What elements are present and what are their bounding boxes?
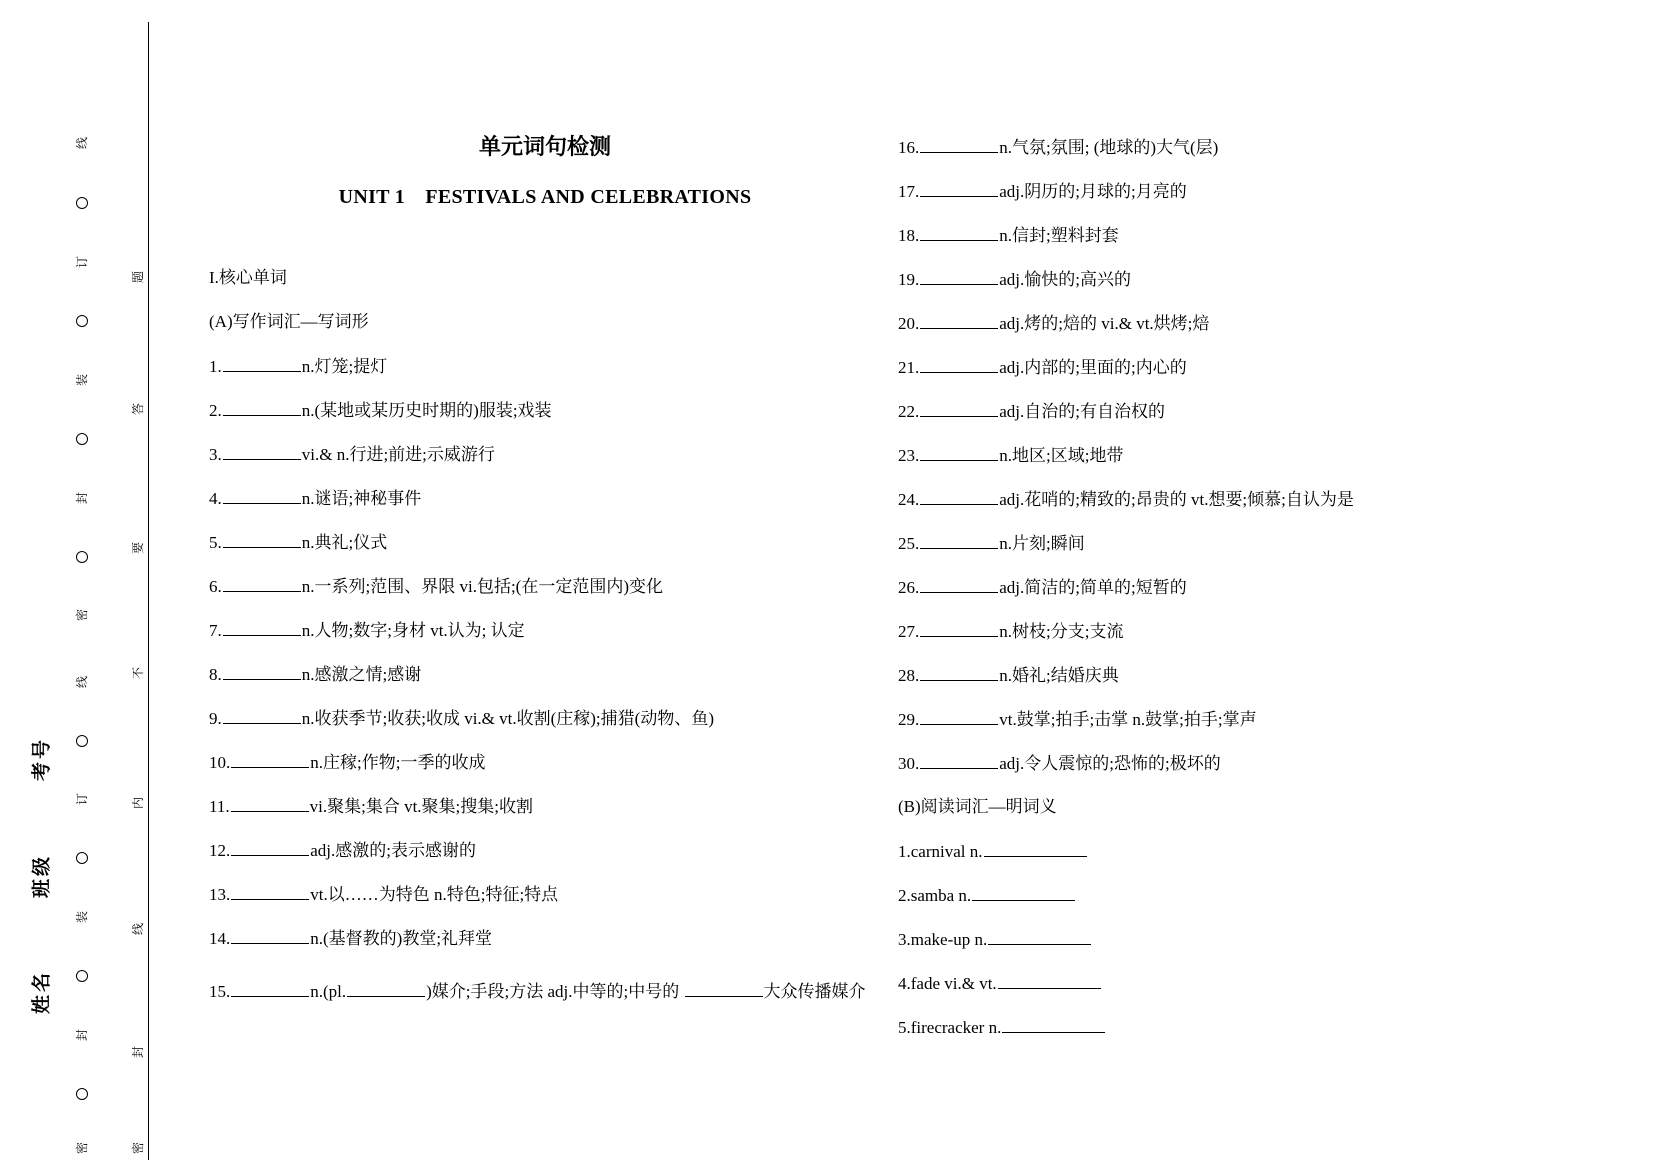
item-definition: adj.花哨的;精致的;昂贵的 vt.想要;倾慕;自认为是 — [999, 490, 1354, 509]
answer-blank[interactable] — [920, 223, 998, 241]
margin-inner-char: 内 — [131, 796, 145, 810]
list-item — [898, 575, 1458, 619]
margin-inner-char: 密 — [131, 1141, 145, 1155]
name-label: 姓名 — [30, 969, 53, 1015]
answer-blank[interactable] — [231, 750, 309, 768]
item-number: 7. — [209, 621, 222, 640]
answer-blank[interactable] — [920, 443, 998, 461]
list-item — [209, 486, 881, 530]
list-item — [898, 707, 1458, 751]
item-definition: n.地区;区域;地带 — [999, 446, 1124, 465]
answer-blank[interactable] — [920, 311, 998, 329]
item-definition: adj.令人震惊的;恐怖的;极坏的 — [999, 754, 1221, 773]
margin-circle — [76, 852, 88, 864]
list-item — [209, 574, 881, 618]
item-number: 26. — [898, 578, 920, 597]
item-number: 20. — [898, 314, 920, 333]
item-definition: n.收获季节;收获;收成 vi.& vt.收割(庄稼);捕猎(动物、鱼) — [301, 709, 714, 728]
margin-circle — [76, 735, 88, 747]
margin-inner-char: 不 — [131, 666, 145, 680]
item-number: 22. — [898, 402, 920, 421]
item-definition: adj.内部的;里面的;内心的 — [999, 358, 1187, 377]
answer-blank[interactable] — [920, 399, 998, 417]
part-b-heading: (B)阅读词汇—明词义 — [898, 797, 1057, 816]
answer-blank[interactable] — [223, 442, 301, 460]
item-number: 29. — [898, 710, 920, 729]
list-item — [898, 663, 1458, 707]
item-number: 8. — [209, 665, 222, 684]
margin-outer-char: 密 — [75, 608, 89, 622]
item-definition: n.典礼;仪式 — [301, 533, 388, 552]
margin-inner-char: 线 — [131, 922, 145, 936]
answer-blank[interactable] — [920, 707, 998, 725]
answer-blank[interactable] — [920, 179, 998, 197]
margin-circle — [76, 1088, 88, 1100]
list-item — [209, 926, 881, 970]
item-definition: adj.阴历的;月球的;月亮的 — [999, 182, 1187, 201]
item-number: 9. — [209, 709, 222, 728]
list-item — [898, 927, 1458, 971]
list-item — [898, 311, 1458, 355]
item-number: 2. — [209, 401, 222, 420]
answer-blank[interactable] — [223, 618, 301, 636]
exam-number-label: 考号 — [30, 736, 53, 782]
list-item — [209, 706, 881, 750]
margin-circle — [76, 551, 88, 563]
margin-inner-char: 题 — [131, 270, 145, 284]
answer-blank[interactable] — [972, 883, 1075, 901]
item-definition: n.谜语;神秘事件 — [301, 489, 422, 508]
answer-blank[interactable] — [685, 979, 763, 997]
margin-outer-char: 装 — [75, 373, 89, 387]
item-number: 23. — [898, 446, 920, 465]
item-definition: adj.愉快的;高兴的 — [999, 270, 1131, 289]
answer-blank[interactable] — [223, 662, 301, 680]
part-a-list-right — [898, 135, 1458, 795]
margin-circle — [76, 970, 88, 982]
list-item — [898, 399, 1458, 443]
margin-circle — [76, 197, 88, 209]
item-definition: vi.聚集;集合 vt.聚集;搜集;收割 — [309, 797, 533, 816]
margin-inner-char: 要 — [131, 541, 145, 555]
item-definition: vi.& n.行进;前进;示威游行 — [301, 445, 495, 464]
answer-blank[interactable] — [223, 706, 301, 724]
answer-blank[interactable] — [231, 838, 309, 856]
item-word: 2.samba n. — [898, 886, 972, 905]
answer-blank[interactable] — [347, 979, 425, 997]
item-number: 21. — [898, 358, 920, 377]
margin-outer-char: 线 — [75, 675, 89, 689]
answer-blank[interactable] — [920, 751, 998, 769]
list-item — [209, 838, 881, 882]
item-number: 30. — [898, 754, 920, 773]
item-definition: n.气氛;氛围; (地球的)大气(层) — [999, 138, 1219, 157]
item-definition: n.(基督教的)教堂;礼拜堂 — [310, 929, 493, 948]
list-item — [898, 619, 1458, 663]
right-column — [898, 135, 1458, 1059]
item-definition: n.人物;数字;身材 vt.认为; 认定 — [301, 621, 525, 640]
answer-blank[interactable] — [998, 971, 1101, 989]
margin-inner-char: 封 — [131, 1045, 145, 1059]
item-number: 14. — [209, 929, 231, 948]
list-item — [209, 794, 881, 838]
item-word: 5.firecracker n. — [898, 1018, 1002, 1037]
list-item — [209, 750, 881, 794]
list-item — [209, 970, 881, 1014]
list-item — [898, 1015, 1458, 1059]
list-item — [898, 839, 1458, 883]
class-label: 班级 — [30, 853, 53, 899]
item-definition: n.婚礼;结婚庆典 — [999, 666, 1119, 685]
list-item — [898, 751, 1458, 795]
item-number: 12. — [209, 841, 231, 860]
item-definition: n.灯笼;提灯 — [301, 357, 388, 376]
answer-blank[interactable] — [920, 487, 998, 505]
item-number: 11. — [209, 797, 230, 816]
answer-blank[interactable] — [988, 927, 1091, 945]
item-number: 16. — [898, 138, 920, 157]
list-item — [898, 355, 1458, 399]
item-definition: n.信封;塑料封套 — [999, 226, 1119, 245]
margin-circle — [76, 315, 88, 327]
item-number: 4. — [209, 489, 222, 508]
answer-blank[interactable] — [920, 619, 998, 637]
list-item — [898, 443, 1458, 487]
section-heading: I.核心单词 — [209, 268, 287, 287]
document-title: 单元词句检测 — [478, 135, 611, 160]
margin-inner-char: 答 — [131, 402, 145, 416]
binding-line — [148, 22, 149, 1160]
item-word: 3.make-up n. — [898, 930, 988, 949]
item-definition: n.(pl. — [310, 982, 347, 1001]
margin-outer-char: 订 — [75, 255, 89, 269]
answer-blank[interactable] — [231, 926, 309, 944]
list-item — [898, 179, 1458, 223]
item-definition: n.(某地或某历史时期的)服装;戏装 — [301, 401, 552, 420]
list-item — [898, 267, 1458, 311]
item-number: 13. — [209, 885, 231, 904]
item-definition: n.树枝;分支;支流 — [999, 622, 1124, 641]
item-word: 4.fade vi.& vt. — [898, 974, 997, 993]
list-item — [898, 883, 1458, 927]
margin-outer-char: 封 — [75, 491, 89, 505]
margin-outer-char: 封 — [75, 1028, 89, 1042]
document-subtitle: UNIT 1 FESTIVALS AND CELEBRATIONS — [338, 186, 752, 208]
list-item — [209, 618, 881, 662]
list-item — [898, 223, 1458, 267]
part-b-list — [898, 839, 1458, 1059]
list-item — [898, 971, 1458, 1015]
item-number: 5. — [209, 533, 222, 552]
binding-margin — [0, 0, 150, 1169]
answer-blank[interactable] — [223, 574, 301, 592]
answer-blank[interactable] — [920, 663, 998, 681]
answer-blank[interactable] — [223, 530, 301, 548]
item-definition: vt.以……为特色 n.特色;特征;特点 — [310, 885, 559, 904]
answer-blank[interactable] — [223, 486, 301, 504]
left-column — [209, 266, 881, 1014]
list-item — [898, 487, 1458, 531]
answer-blank[interactable] — [920, 267, 998, 285]
part-a-list-left — [209, 354, 881, 970]
item-definition: n.庄稼;作物;一季的收成 — [310, 753, 486, 772]
answer-blank[interactable] — [920, 135, 998, 153]
list-item — [209, 530, 881, 574]
list-item — [209, 398, 881, 442]
margin-outer-char: 装 — [75, 910, 89, 924]
answer-blank[interactable] — [920, 531, 998, 549]
answer-blank[interactable] — [1002, 1015, 1105, 1033]
part-a-heading: (A)写作词汇—写词形 — [209, 312, 369, 331]
item-number: 3. — [209, 445, 222, 464]
item-number: 19. — [898, 270, 920, 289]
item-number: 18. — [898, 226, 920, 245]
item-definition: n.感激之情;感谢 — [301, 665, 422, 684]
item-number: 1. — [209, 357, 222, 376]
answer-blank[interactable] — [231, 979, 309, 997]
answer-blank[interactable] — [231, 882, 309, 900]
answer-blank[interactable] — [984, 839, 1087, 857]
list-item — [209, 882, 881, 926]
margin-circle — [76, 433, 88, 445]
item-number: 25. — [898, 534, 920, 553]
item-word: 1.carnival n. — [898, 842, 983, 861]
margin-outer-char: 订 — [75, 792, 89, 806]
answer-blank[interactable] — [920, 355, 998, 373]
item-definition: n.一系列;范围、界限 vi.包括;(在一定范围内)变化 — [301, 577, 663, 596]
item-number: 6. — [209, 577, 222, 596]
item-definition: 大众传播媒介 — [763, 982, 866, 1001]
answer-blank[interactable] — [920, 575, 998, 593]
list-item — [898, 135, 1458, 179]
margin-outer-char: 密 — [75, 1141, 89, 1155]
list-item — [209, 442, 881, 486]
item-number: 10. — [209, 753, 231, 772]
item-definition: n.片刻;瞬间 — [999, 534, 1085, 553]
item-definition: vt.鼓掌;拍手;击掌 n.鼓掌;拍手;掌声 — [999, 710, 1257, 729]
margin-outer-char: 线 — [75, 136, 89, 150]
answer-blank[interactable] — [223, 354, 301, 372]
item-definition: )媒介;手段;方法 adj.中等的;中号的 — [426, 982, 684, 1001]
item-number: 17. — [898, 182, 920, 201]
answer-blank[interactable] — [231, 794, 309, 812]
item-number: 27. — [898, 622, 920, 641]
answer-blank[interactable] — [223, 398, 301, 416]
item-number: 15. — [209, 982, 231, 1001]
item-definition: adj.自治的;有自治权的 — [999, 402, 1165, 421]
list-item — [209, 354, 881, 398]
item-definition: adj.烤的;焙的 vi.& vt.烘烤;焙 — [999, 314, 1210, 333]
item-number: 28. — [898, 666, 920, 685]
list-item — [898, 531, 1458, 575]
item-definition: adj.简洁的;简单的;短暂的 — [999, 578, 1187, 597]
item-definition: adj.感激的;表示感谢的 — [310, 841, 476, 860]
item-number: 24. — [898, 490, 920, 509]
list-item — [209, 662, 881, 706]
